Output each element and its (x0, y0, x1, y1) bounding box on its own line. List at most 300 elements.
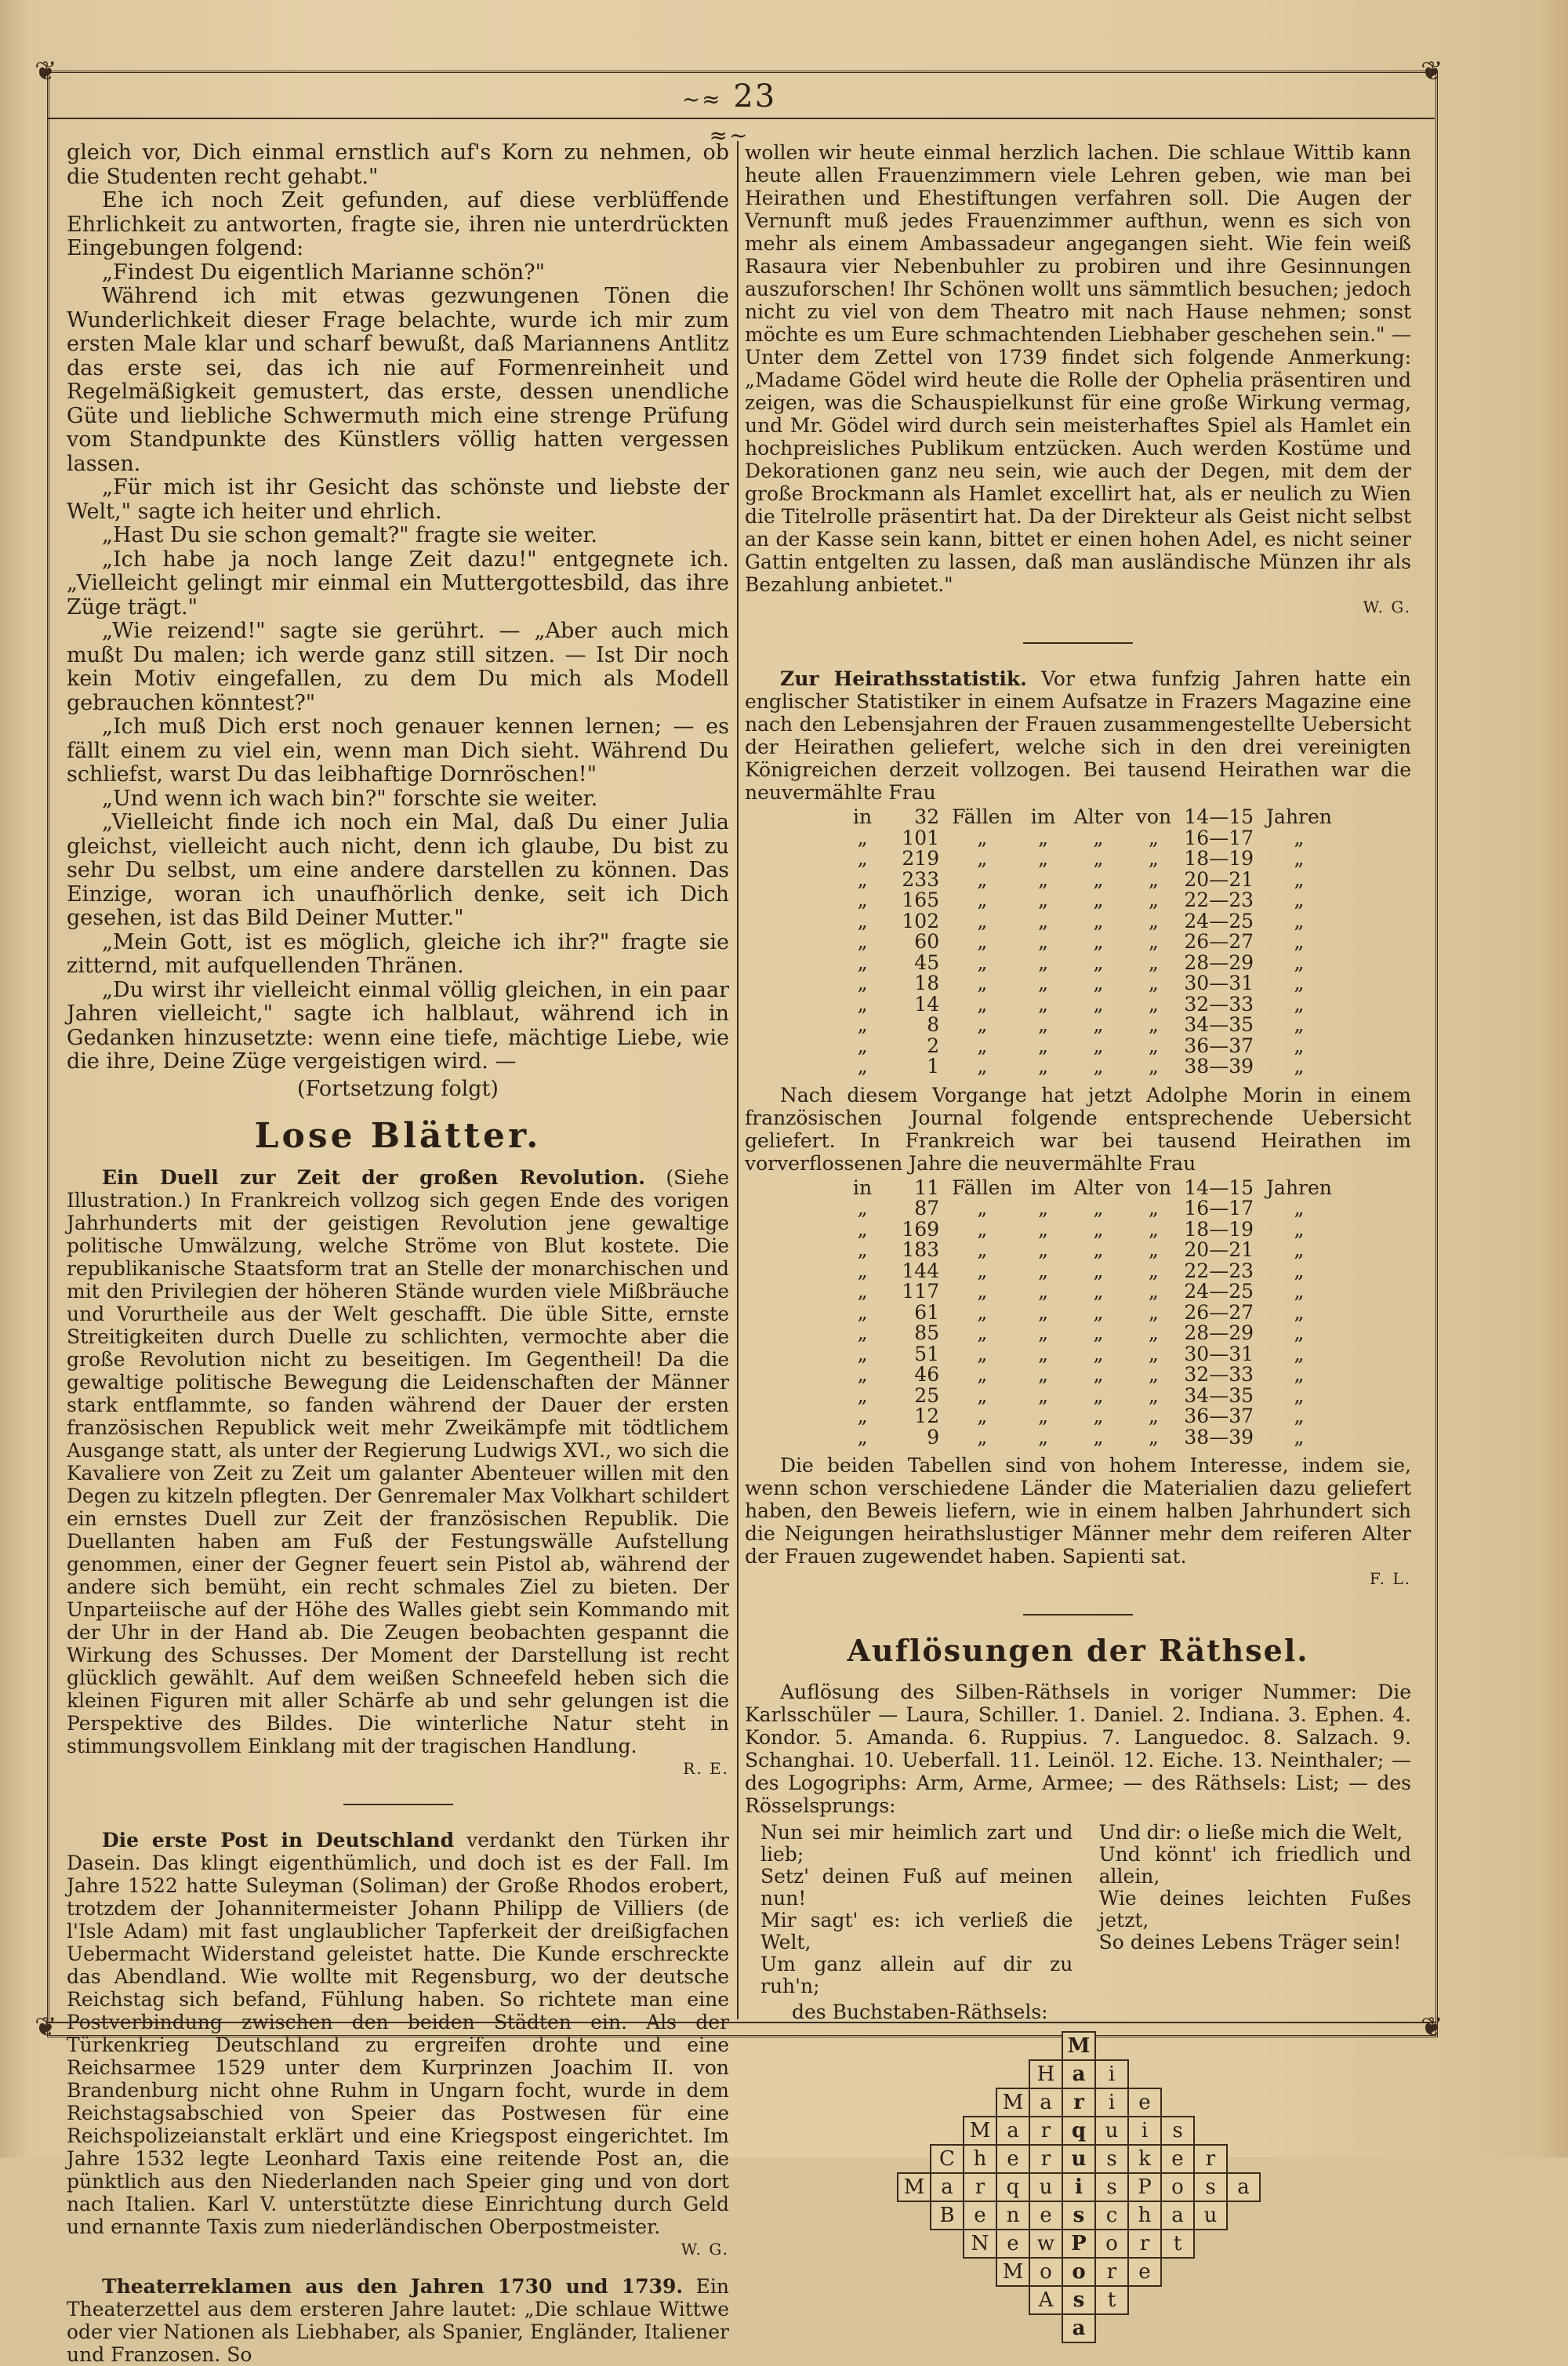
table-cell: „ (1093, 826, 1104, 849)
table-cell: 24—25 (1184, 909, 1254, 932)
table-cell: von (1135, 805, 1172, 828)
corner-ornament-icon: ❦ (34, 56, 57, 87)
article-text: (Siehe Illustration.) In Frankreich vollzog sich gegen Ende des vorigen Jahrhunderts mit der geistigen Revolution jene gewaltige politische Umwälzung, welche Ströme von Blut kostete. Die republikanische Staatsform trat an Stelle der monarchischen und mit den Privilegien der höheren Stände wurden viele Mißbräuche und Vorurtheile aus der Welt geschafft. Die üble Sitte, ernste Streitigkeiten durch Duelle zu schlichten, vermochte aber die große Revolution nicht zu beseitigen. Im Gegentheil! Da die gewaltige politische Bewegung die Leidenschaften der Männer stark entflammte, so fanden während der Dauer der ersten französischen Republick weit mehr Zweikämpfe mit tödtlichem Ausgange statt, als unter der Regierung Ludwigs XVI., wo sich die Kavaliere von Zeit zu Zeit um galanter Abenteuer willen mit den Degen zu kitzeln pflegten. Der Genremaler Max Volkhart schildert ein ernstes Duell zur Zeit der französischen Republik. Die Duellanten haben am Fuß der Festungswälle Aufstellung genommen, einer der Gegner feuert sein Pistol ab, während der andere sich bemüht, ein recht schmales Ziel zu bieten. Der Unparteiische auf der Höhe des Walles giebt sein Kommando mit der Uhr in der Hand ab. Die Zeugen beobachten gespannt die Wirkung des Schusses. Der Moment der Darstellung ist recht glücklich gewählt. Auf dem weißen Schneefeld heben sich die kleinen Figuren mit aller Schärfe ab und sehr gelungen ist die Perspektive des Bildes. Die winterliche Natur steht in stimmungsvollem Einklang mit der tragischen Handlung. (67, 1165, 729, 1757)
table-cell: in (853, 805, 873, 828)
table-row (847, 932, 1338, 953)
table-cell: „ (1093, 1013, 1104, 1036)
table-cell: „ (977, 1013, 988, 1036)
table-cell: „ (1148, 972, 1159, 994)
table-cell: „ (1093, 1238, 1104, 1261)
grid-cell: s (1193, 2172, 1228, 2202)
table-row (847, 1406, 1338, 1427)
grid-cell: h (1127, 2201, 1162, 2230)
table-cell: „ (1093, 950, 1104, 974)
table-cell: „ (1093, 1300, 1104, 1324)
grid-cell: e (996, 2144, 1030, 2174)
table-cell: „ (977, 1259, 988, 1282)
table-cell: „ (1038, 1342, 1049, 1365)
table-cell: Alter (1073, 1176, 1123, 1199)
table-cell: „ (1148, 826, 1159, 849)
table-cell: „ (1294, 1300, 1305, 1324)
grid-cell: s (1094, 2172, 1129, 2202)
table-cell: im (1030, 1176, 1056, 1199)
table-cell: in (853, 1176, 873, 1199)
table-cell: „ (1093, 1259, 1104, 1282)
post-article (67, 1829, 729, 2261)
riddles-title: Auflösungen der Räthsel. (847, 1633, 1309, 1668)
table-cell: 36—37 (1184, 1034, 1254, 1057)
table-cell: „ (1294, 1238, 1305, 1261)
poem-line: Setz' deinen Fuß auf meinen nun! (760, 1864, 1073, 1910)
grid-cell: u (1062, 2144, 1096, 2174)
table-cell: „ (1294, 972, 1305, 994)
statistics-table-france (847, 1178, 1338, 1448)
story-paragraph: „Vielleicht finde ich noch ein Mal, daß Du einer Julia gleichst, vielleicht auch nicht, denn ich glaube, Du bist zu sehr Du selbst, um eine andere darstellen zu können. Das Einzige, woran ich unaufhörlich denke, seit ich Dich gesehen, ist das Bild Deiner Mutter." (67, 810, 729, 930)
table-cell: „ (1093, 1055, 1104, 1078)
right-column (745, 141, 1411, 2351)
poem-line: Mir sagt' es: ich verließ die Welt, (760, 1908, 1073, 1953)
story-paragraph: „Mein Gott, ist es möglich, gleiche ich ihr?" fragte sie zitternd, mit aufquellenden Thränen. (67, 929, 729, 978)
table-cell: „ (1294, 867, 1305, 891)
grid-cell: q (1062, 2116, 1096, 2146)
table-cell: „ (1148, 889, 1159, 911)
table-cell: „ (1038, 1321, 1049, 1344)
table-row (847, 1303, 1338, 1324)
table-cell: „ (977, 826, 988, 849)
table-cell: 14 (914, 992, 940, 1016)
table-cell: „ (857, 1280, 868, 1303)
table-cell: „ (1294, 1363, 1305, 1386)
grid-cell: e (996, 2229, 1030, 2259)
table-cell: „ (1038, 1383, 1049, 1407)
table-row (847, 807, 1338, 828)
grid-cell: o (1029, 2257, 1063, 2287)
table-cell: „ (977, 1238, 988, 1261)
grid-cell: o (1094, 2229, 1129, 2259)
table-cell: „ (1038, 1363, 1049, 1386)
table-row (847, 953, 1338, 974)
table-cell: „ (1093, 867, 1104, 891)
table-cell: „ (1038, 1238, 1049, 1261)
table-cell: „ (977, 1197, 988, 1219)
table-cell: 18 (914, 972, 940, 994)
table-cell: „ (1294, 930, 1305, 953)
divider (343, 1804, 453, 1805)
table-cell: „ (1148, 1321, 1159, 1344)
table-cell: „ (1294, 1342, 1305, 1365)
table-row (847, 911, 1338, 932)
table-cell: 34—35 (1184, 1013, 1254, 1036)
table-cell: 18—19 (1184, 847, 1254, 870)
left-column (67, 141, 729, 2366)
table-cell: im (1030, 805, 1056, 828)
table-cell: „ (1038, 909, 1049, 932)
table-cell: „ (1148, 1342, 1159, 1365)
table-cell: 45 (914, 950, 940, 974)
table-cell: „ (1148, 909, 1159, 932)
table-cell: 169 (902, 1217, 940, 1241)
table-cell: „ (857, 972, 868, 994)
table-cell: „ (1294, 1425, 1305, 1448)
grid-cell: t (1094, 2285, 1129, 2315)
table-cell: 22—23 (1184, 1259, 1254, 1282)
table-cell: „ (1038, 826, 1049, 849)
table-cell: „ (977, 1342, 988, 1365)
table-cell: „ (857, 1425, 868, 1448)
corner-ornament-icon: ❦ (1421, 56, 1443, 87)
table-cell: „ (1148, 1425, 1159, 1448)
table-cell: „ (1148, 1280, 1159, 1303)
table-cell: „ (1038, 867, 1049, 891)
grid-cell: r (1029, 2116, 1063, 2146)
table-cell: „ (1148, 847, 1159, 870)
table-cell: „ (857, 867, 868, 891)
grid-cell: a (996, 2116, 1030, 2146)
theater-article (67, 2275, 729, 2366)
table-cell: „ (1093, 909, 1104, 932)
table-cell: „ (1093, 930, 1104, 953)
table-cell: 60 (914, 930, 940, 953)
divider (1023, 642, 1133, 644)
story-paragraph: gleich vor, Dich einmal ernstlich auf's Korn zu nehmen, ob die Studenten recht gehabt." (67, 140, 729, 189)
table-cell: „ (1294, 1217, 1305, 1241)
grid-cell: s (1160, 2116, 1195, 2146)
table-cell: von (1135, 1176, 1172, 1199)
corner-ornament-icon: ❦ (34, 2012, 57, 2043)
grid-cell: e (1029, 2201, 1063, 2230)
article-text: Ein Theaterzettel aus dem ersteren Jahre lautet: „Die schlaue Wittwe oder vier Nationen als Liebhaber, als Spanier, Engländer, Italiener und Franzosen. So (67, 2274, 729, 2366)
article-text: wollen wir heute einmal herzlich lachen. Die schlaue Wittib kann heute allen Frauenzimmern viele Lehren geben, wie man bei Heirathen und Ehestiftungen verfahren soll. Die Augen der Vernunft muß jedes Frauenzimmer aufthun, wenn es sich von mehr als einem Ambassadeur angegangen sieht. Wie fein weiß Rasaura vier Nebenbuhler zu probiren und ihre Gesinnungen auszuforschen! Ihr Schönen wollt uns sämmtlich besuchen; jedoch nicht zu viel von dem Theatro mit nach Hause nehmen; sonst möchte es um Eure schmachtenden Liebhaber geschehen sein." — Unter dem Zettel von 1739 findet sich folgende Anmerkung: „Madame Gödel wird heute die Rolle der Ophelia präsentiren und zeigen, was die Schauspielkunst für eine große Wirkung vermag, und Mr. Gödel wird durch sein meisterhaftes Spiel als Hamlet ein hochpreisliches Publikum entzücken. Auch werden Kostüme und Dekorationen ganz neu sein, wie auch der Degen, mit dem der große Brockmann als Hamlet excellirt hat, als er neulich zu Wien die Titelrolle präsentirt hat. Da der Direkteur als Geist nicht selbst an der Kasse sein kann, bittet er einen hohen Adel, es nicht seiner Gattin entgelten zu lassen, daß man ausländische Münzen ihr als Bezahlung anbietet." (745, 141, 1411, 596)
story-paragraph: „Du wirst ihr vielleicht einmal völlig gleichen, in ein paar Jahren vielleicht," sagte ich halblaut, während ich in Gedanken hinzusetzte: wenn eine tiefe, mächtige Liebe, wie die ihre, Deine Züge vergeistigen wird. — (67, 977, 729, 1074)
table-cell: „ (1148, 1034, 1159, 1057)
table-cell: „ (977, 1055, 988, 1078)
table-cell: 25 (914, 1383, 940, 1407)
table-cell: „ (1294, 950, 1305, 974)
table-cell: 20—21 (1184, 1238, 1254, 1261)
table-row (847, 890, 1338, 911)
grid-cell: e (1127, 2088, 1162, 2117)
grid-cell: a (1062, 2313, 1096, 2343)
table-cell: „ (1148, 867, 1159, 891)
table-cell: „ (1093, 1321, 1104, 1344)
table-cell: „ (1294, 1383, 1305, 1407)
table-cell: „ (1038, 1034, 1049, 1057)
table-row (847, 828, 1338, 849)
article-heading: Ein Duell zur Zeit der großen Revolution. (102, 1165, 645, 1189)
table-cell: „ (857, 1034, 868, 1057)
table-cell: „ (977, 889, 988, 911)
poem-line: Nun sei mir heimlich zart und lieb; (760, 1820, 1073, 1866)
article-heading: Die erste Post in Deutschland (102, 1828, 455, 1852)
table-cell: „ (857, 992, 868, 1016)
grid-cell: P (1127, 2172, 1162, 2202)
grid-cell: a (1226, 2172, 1261, 2202)
article-initials: R. E. (683, 1758, 729, 1778)
grid-cell: o (1160, 2172, 1195, 2202)
grid-cell: H (1029, 2059, 1063, 2089)
article-text: verdankt den Türken ihr Dasein. Das klingt eigenthümlich, und doch ist es der Fall. Im Jahre 1522 hatte Suleyman (Soliman) der Große Rhodos erobert, trotzdem der Johannitermeister Johann Philipp de Villiers (de l'Isle Adam) mit fast unglaublicher Tapferkeit der dreißigfachen Uebermacht Widerstand geleistet hatte. Die Kunde erschreckte das Abendland. Wie wollte mit Regensburg, wo der deutsche Reichstag sich befand, Fühlung haben. So richtete man eine Postverbindung zwischen den beiden Städten ein. Als der Türkenkrieg Deutschland zu ergreifen drohte und eine Reichsarmee 1529 unter dem Kurprinzen Joachim II. von Brandenburg nicht ohne Ruhm in Ungarn focht, wurde in dem Reichstagsabschied von Speier das Postwesen für eine Reichspolizeianstalt erklärt und eine Kriegspost eingerichtet. Im Jahre 1532 legte Leonhard Taxis eine reitende Post an, die pünktlich aus den Niederlanden nach Speier ging und von dort nach Italien. Karl V. unterstützte diese Einrichtung durch Geld und ernannte Taxis zum niederländischen Oberpostmeister. (67, 1828, 729, 2238)
table-row (847, 849, 1338, 870)
table-cell: Jahren (1266, 805, 1332, 828)
table-cell: „ (1093, 1363, 1104, 1386)
article-text: Vor etwa funfzig Jahren hatte ein englischer Statistiker in einem Aufsatze in Frazers Magazine eine nach den Lebensjahren der Frauen zusammengestellte Uebersicht der Heirathen geliefert, welche sich in den drei vereinigten Königreichen derzeit vollzogen. Bei tausend Heirathen war die neuvermählte Frau (745, 667, 1411, 804)
table-cell: 11 (914, 1176, 940, 1199)
table-cell: Fällen (952, 805, 1013, 828)
table-row (847, 1036, 1338, 1057)
table-cell: „ (1148, 1405, 1159, 1427)
grid-cell: M (996, 2257, 1030, 2287)
table-cell: „ (857, 1259, 868, 1282)
table-row (847, 1198, 1338, 1219)
table-cell: „ (1038, 992, 1049, 1016)
table-cell: 26—27 (1184, 1300, 1254, 1324)
grid-cell: r (963, 2172, 997, 2202)
table-cell: „ (1294, 1034, 1305, 1057)
ornament-right-icon: ≈~ (709, 122, 750, 148)
table-row (847, 870, 1338, 891)
table-cell: 2 (927, 1034, 940, 1057)
table-cell: 32—33 (1184, 1363, 1254, 1386)
table-cell: „ (1038, 950, 1049, 974)
table-cell: 102 (902, 909, 940, 932)
table-cell: „ (1093, 847, 1104, 870)
table-cell: 18—19 (1184, 1217, 1254, 1241)
table-cell: „ (1038, 1197, 1049, 1219)
table-cell: „ (977, 950, 988, 974)
table-cell: „ (857, 1217, 868, 1241)
table-cell: 61 (914, 1300, 940, 1324)
table-cell: „ (857, 1342, 868, 1365)
table-cell: 46 (914, 1363, 940, 1386)
table-cell: „ (1038, 930, 1049, 953)
poem-line: So deines Lebens Träger sein! (1098, 1930, 1402, 1953)
poem-left (760, 1822, 1073, 1997)
grid-cell: r (1029, 2144, 1063, 2174)
column-divider (737, 141, 739, 2019)
grid-cell: w (1029, 2229, 1063, 2259)
table-row (847, 1323, 1338, 1344)
table-cell: „ (977, 1280, 988, 1303)
poem-line: Wie deines leichten Fußes jetzt, (1098, 1886, 1411, 1932)
grid-cell: c (1094, 2201, 1129, 2230)
continuation-note: (Fortsetzung folgt) (297, 1076, 499, 1101)
grid-cell: e (1160, 2144, 1195, 2174)
table-cell: „ (1294, 909, 1305, 932)
riddles-solutions (745, 1681, 1411, 2351)
table-cell: „ (1148, 1259, 1159, 1282)
table-cell: „ (1294, 847, 1305, 870)
grid-cell: n (996, 2201, 1030, 2230)
table-row (847, 1427, 1338, 1448)
theater-article-continued (745, 141, 1411, 619)
table-row (847, 1178, 1338, 1199)
grid-cell: q (996, 2172, 1030, 2202)
table-cell: „ (977, 867, 988, 891)
table-cell: „ (977, 1034, 988, 1057)
table-cell: „ (1294, 992, 1305, 1016)
poem-right (1099, 1822, 1411, 1997)
table-cell: „ (1038, 889, 1049, 911)
table-cell: „ (977, 992, 988, 1016)
table-cell: „ (1093, 1034, 1104, 1057)
table-cell: 30—31 (1184, 972, 1254, 994)
table-cell: 8 (927, 1013, 940, 1036)
article-initials: W. G. (681, 2239, 729, 2259)
table-cell: 38—39 (1184, 1425, 1254, 1448)
table-cell: 87 (914, 1197, 940, 1219)
table-cell: „ (1148, 950, 1159, 974)
poem-line: Und dir: o ließe mich die Welt, (1098, 1820, 1403, 1844)
table-cell: „ (857, 1055, 868, 1078)
table-cell: „ (857, 1197, 868, 1219)
table-cell: „ (977, 1425, 988, 1448)
table-cell: Alter (1073, 805, 1123, 828)
table-cell: 9 (927, 1425, 940, 1448)
table-row (847, 1219, 1338, 1241)
grid-cell: u (1094, 2116, 1129, 2146)
table-cell: „ (857, 1383, 868, 1407)
statistics-table-england (847, 807, 1338, 1078)
grid-cell: e (963, 2201, 997, 2230)
grid-cell: C (930, 2144, 964, 2174)
poem-line: Um ganz allein auf dir zu ruh'n; (760, 1952, 1073, 1997)
table-cell: „ (1093, 1425, 1104, 1448)
grid-cell: k (1127, 2144, 1162, 2174)
grid-cell: a (930, 2172, 964, 2202)
ornament-left-icon: ~≈ (681, 86, 722, 112)
story-paragraph: Während ich mit etwas gezwungenen Tönen die Wunderlichkeit dieser Frage belachte, wurde ich mir zum ersten Male klar und scharf bewußt, daß Mariannens Antlitz das erste sei, das ich nie auf Formenreinheit und Regelmäßigkeit gemustert, das erste, dessen unendliche Güte und liebliche Schwermuth mich eine strenge Prüfung vom Standpunkte des Künstlers völlig hatten vergessen lassen. (67, 284, 729, 476)
table-cell: „ (857, 909, 868, 932)
table-cell: „ (1093, 889, 1104, 911)
buchstaben-label: des Buchstaben-Räthsels: (792, 2000, 1048, 2023)
article-heading: Theaterreklamen aus den Jahren 1730 und 1739. (102, 2274, 684, 2298)
table-cell: 85 (914, 1321, 940, 1344)
table-cell: „ (1093, 1383, 1104, 1407)
grid-cell: A (1029, 2285, 1063, 2315)
table-cell: „ (1038, 1405, 1049, 1427)
table-cell: „ (1093, 992, 1104, 1016)
table-cell: 28—29 (1184, 950, 1254, 974)
table-cell: „ (1148, 1300, 1159, 1324)
article-text: Nach diesem Vorgange hat jetzt Adolphe Morin in einem französischen Journal folgende entsprechende Uebersicht geliefert. In Frankreich war bei tausend Heirathen im vorverflossenen Jahre die neuvermählte Frau (745, 1083, 1411, 1175)
grid-cell: i (1094, 2088, 1129, 2117)
table-cell: 16—17 (1184, 1197, 1254, 1219)
table-row (847, 1015, 1338, 1036)
grid-cell: i (1062, 2172, 1096, 2202)
table-row (847, 1365, 1338, 1386)
table-cell: „ (1093, 1405, 1104, 1427)
table-cell: „ (1038, 1055, 1049, 1078)
table-cell: „ (857, 930, 868, 953)
table-cell: „ (1294, 1259, 1305, 1282)
table-cell: „ (857, 1300, 868, 1324)
table-cell: 22—23 (1184, 889, 1254, 911)
table-cell: 26—27 (1184, 930, 1254, 953)
corner-ornament-icon: ❦ (1421, 2012, 1443, 2043)
table-cell: „ (977, 847, 988, 870)
story-paragraph: „Für mich ist ihr Gesicht das schönste und liebste der Welt," sagte ich heiter und ehrlich. (67, 475, 729, 524)
table-cell: „ (977, 909, 988, 932)
grid-cell: s (1062, 2285, 1096, 2315)
article-text: Die beiden Tabellen sind von hohem Interesse, indem sie, wenn schon verschiedene Länder die Materialien dazu geliefert haben, den Beweis liefern, wie in einem halben Jahrhundert sich die Neigungen heirathslustiger Männer mehr dem reiferen Alter der Frauen zugewendet haben. Sapienti sat. (745, 1454, 1411, 1568)
table-cell: „ (1148, 1217, 1159, 1241)
table-cell: 32 (914, 805, 940, 828)
table-cell: „ (857, 1013, 868, 1036)
table-cell: „ (1093, 1197, 1104, 1219)
table-cell: 165 (902, 889, 940, 911)
table-cell: „ (1294, 1013, 1305, 1036)
table-cell: „ (857, 1321, 868, 1344)
grid-cell: s (1094, 2144, 1129, 2174)
table-cell: 14—15 (1184, 1176, 1254, 1199)
table-row (847, 1386, 1338, 1407)
table-cell: „ (857, 950, 868, 974)
table-cell: Fällen (952, 1176, 1013, 1199)
story-paragraph: „Ich habe ja noch lange Zeit dazu!" entgegnete ich. „Vielleicht gelingt mir einmal ein Muttergottesbild, das ihre Züge trägt." (67, 547, 729, 620)
grid-cell: a (1062, 2059, 1096, 2089)
grid-cell: e (1127, 2257, 1162, 2287)
table-cell: „ (1148, 1363, 1159, 1386)
grid-cell: r (1193, 2144, 1228, 2174)
table-row (847, 1056, 1338, 1078)
table-cell: „ (1148, 1055, 1159, 1078)
table-row (847, 1281, 1338, 1303)
poem (760, 1822, 1411, 1997)
table-cell: 24—25 (1184, 1280, 1254, 1303)
table-cell: „ (1038, 1425, 1049, 1448)
table-row (847, 1240, 1338, 1261)
table-row (847, 1344, 1338, 1365)
table-cell: „ (857, 847, 868, 870)
table-cell: „ (1093, 972, 1104, 994)
article-heading: Zur Heirathsstatistik. (780, 667, 1027, 690)
table-cell: „ (977, 930, 988, 953)
table-cell: 28—29 (1184, 1321, 1254, 1344)
divider (1023, 1614, 1133, 1615)
table-cell: 20—21 (1184, 867, 1254, 891)
table-cell: 117 (902, 1280, 940, 1303)
grid-cell: r (1094, 2257, 1129, 2287)
table-cell: „ (1148, 1197, 1159, 1219)
table-row (847, 994, 1338, 1016)
table-cell: 144 (902, 1259, 940, 1282)
table-cell: „ (857, 889, 868, 911)
table-cell: „ (1294, 1055, 1305, 1078)
table-cell: „ (977, 1405, 988, 1427)
table-cell: 219 (902, 847, 940, 870)
table-row (847, 973, 1338, 994)
grid-cell: B (930, 2201, 964, 2230)
table-cell: „ (1294, 1280, 1305, 1303)
table-cell: „ (977, 1321, 988, 1344)
table-cell: „ (1294, 889, 1305, 911)
table-cell: „ (1038, 1300, 1049, 1324)
table-cell: Jahren (1266, 1176, 1332, 1199)
grid-cell: u (1193, 2201, 1228, 2230)
table-cell: „ (977, 1363, 988, 1386)
table-cell: „ (857, 826, 868, 849)
table-cell: 14—15 (1184, 805, 1254, 828)
letter-diamond-grid (894, 2031, 1262, 2351)
table-cell: „ (1038, 1280, 1049, 1303)
table-cell: „ (977, 1217, 988, 1241)
story-paragraph: Ehe ich noch Zeit gefunden, auf diese verblüffende Ehrlichkeit zu antworten, fragte sie, ihren nie unterdrückten Eingebungen folgend: (67, 188, 729, 260)
table-cell: „ (1093, 1280, 1104, 1303)
table-cell: 16—17 (1184, 826, 1254, 849)
table-cell: 1 (927, 1055, 940, 1078)
table-cell: „ (857, 1405, 868, 1427)
grid-cell: M (963, 2116, 997, 2146)
